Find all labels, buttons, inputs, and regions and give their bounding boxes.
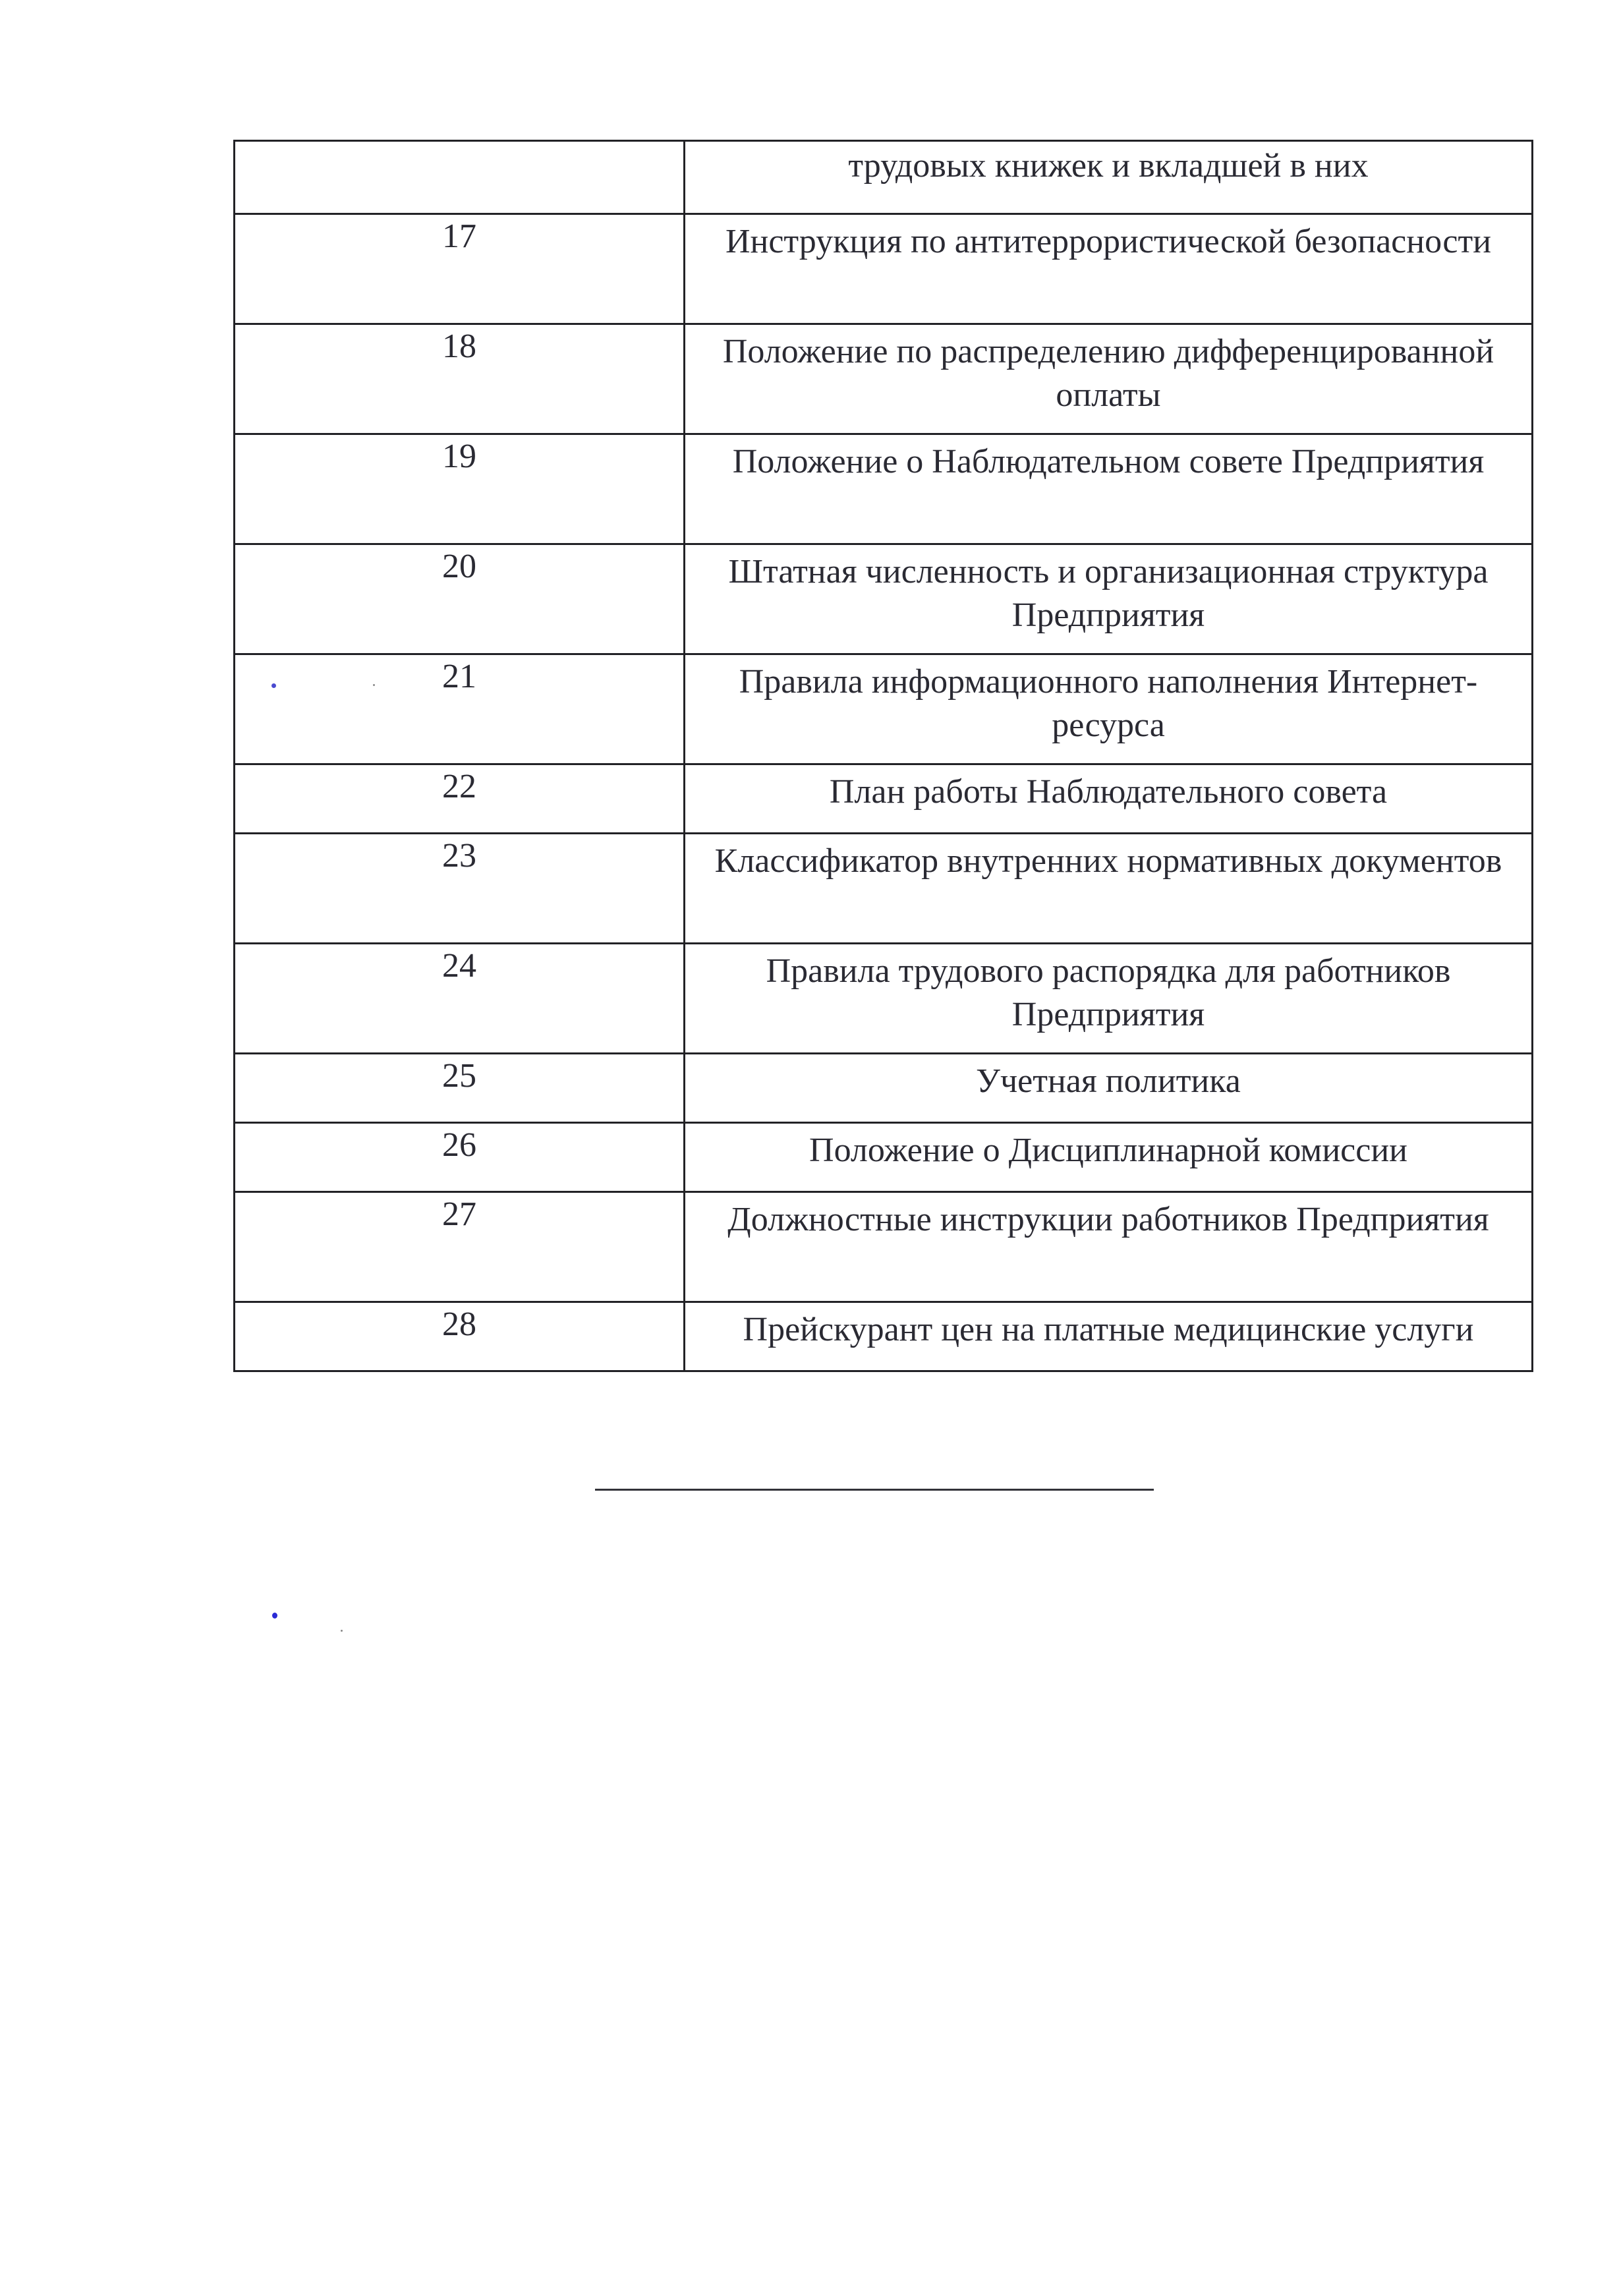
table-row <box>235 324 1533 434</box>
row-number: 19 <box>235 434 685 544</box>
row-title: Классификатор внутренних нормативных документов <box>685 834 1533 944</box>
table-row <box>235 1054 1533 1123</box>
row-number: 21 <box>235 654 685 764</box>
documents-table <box>233 140 1533 1372</box>
row-title: Положение о Наблюдательном совете Предприятия <box>685 434 1533 544</box>
row-number <box>235 141 685 214</box>
table-row <box>235 544 1533 654</box>
row-title: Должностные инструкции работников Предприятия <box>685 1192 1533 1302</box>
table-row <box>235 764 1533 834</box>
row-number: 22 <box>235 764 685 834</box>
row-title: Правила информационного наполнения Интернет-ресурса <box>685 654 1533 764</box>
table-row <box>235 944 1533 1054</box>
table-row <box>235 434 1533 544</box>
row-number: 18 <box>235 324 685 434</box>
row-title: Правила трудового распорядка для работников Предприятия <box>685 944 1533 1054</box>
table-row <box>235 1192 1533 1302</box>
row-number: 20 <box>235 544 685 654</box>
table-row <box>235 214 1533 324</box>
table-row <box>235 1123 1533 1192</box>
row-title: трудовых книжек и вкладшей в них <box>685 141 1533 214</box>
row-title: Положение о Дисциплинарной комиссии <box>685 1123 1533 1192</box>
table-row <box>235 654 1533 764</box>
table-row <box>235 834 1533 944</box>
row-title: План работы Наблюдательного совета <box>685 764 1533 834</box>
row-number: 23 <box>235 834 685 944</box>
table-row <box>235 1302 1533 1371</box>
row-number: 26 <box>235 1123 685 1192</box>
table-row <box>235 141 1533 214</box>
ink-speck <box>271 683 276 688</box>
signature-line <box>595 1489 1154 1491</box>
row-number: 28 <box>235 1302 685 1371</box>
row-number: 27 <box>235 1192 685 1302</box>
row-title: Штатная численность и организационная структура Предприятия <box>685 544 1533 654</box>
ink-speck <box>272 1613 277 1619</box>
scan-speck <box>373 684 375 686</box>
row-title: Инструкция по антитеррористической безопасности <box>685 214 1533 324</box>
scan-speck <box>341 1630 343 1632</box>
row-title: Положение по распределению дифференцированной оплаты <box>685 324 1533 434</box>
row-title: Учетная политика <box>685 1054 1533 1123</box>
row-number: 17 <box>235 214 685 324</box>
row-number: 24 <box>235 944 685 1054</box>
row-title: Прейскурант цен на платные медицинские услуги <box>685 1302 1533 1371</box>
row-number: 25 <box>235 1054 685 1123</box>
